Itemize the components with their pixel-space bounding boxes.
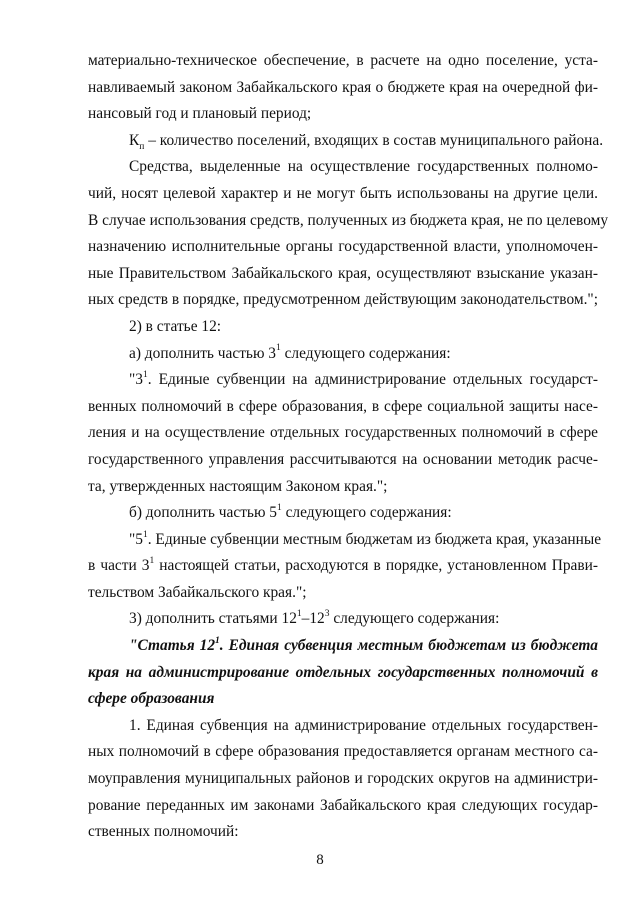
article-heading: "Статья $12^1$. Единая субвенция местным бюджетам из бюджета xyxy=(129,635,598,655)
list-item: 2) в статье 12: xyxy=(129,317,222,335)
article-heading: сфере образования xyxy=(88,690,215,708)
body-line: моуправления муниципальных районов и городских округов на администри- xyxy=(88,770,598,788)
body-line: тельством Забайкальского края."; xyxy=(88,583,307,601)
body-line: ления и на осуществление отдельных государственных полномочий в сфере xyxy=(88,424,598,442)
body-line: "$3^1$. Единые субвенции на администрирование отдельных государст- xyxy=(129,370,598,389)
page-body xyxy=(88,48,609,846)
article-heading: края на администрирование отдельных государственных полномочий в xyxy=(88,663,598,681)
body-line: государственного управления рассчитываются на основании методик расче- xyxy=(88,450,598,468)
page-number: 8 xyxy=(316,852,324,868)
body-line: материально-техническое обеспечение, в расчете на одно поселение, уста- xyxy=(88,52,598,69)
body-line: 1. Единая субвенция на администрирование отдельных государствен- xyxy=(129,716,598,734)
body-line: в части $3^1$ настоящей статьи, расходуются в порядке, установленном Прави- xyxy=(88,556,598,575)
body-line: нансовый год и плановый период; xyxy=(88,105,312,123)
variable-definition: $К_п$ – количество поселений, входящих в состав муниципального района. xyxy=(129,131,604,152)
body-line: Средства, выделенные на осуществление государственных полномо- xyxy=(129,158,598,176)
body-line: В случае использования средств, полученных из бюджета края, не по целевому xyxy=(88,211,609,229)
body-line: ственных полномочий: xyxy=(88,823,239,841)
list-item: б) дополнить частью $5^1$ следующего содержания: xyxy=(129,502,452,522)
body-line: ных полномочий в сфере образования предоставляется органам местного са- xyxy=(88,743,598,761)
list-item: 3) дополнить статьями $12^1-12^3$ следующего содержания: xyxy=(129,609,500,628)
list-item: а) дополнить частью $3^1$ следующего содержания: xyxy=(129,343,451,362)
body-line: "$5^1$. Единые субвенции местным бюджетам из бюджета края, указанные xyxy=(129,529,602,548)
body-line: рование переданных им законами Забайкальского края следующих государ- xyxy=(88,796,598,814)
body-line: чий, носят целевой характер и не могут быть использованы на другие цели. xyxy=(88,184,598,202)
body-line: та, утвержденных настоящим Законом края."; xyxy=(88,477,388,495)
body-line: ных средств в порядке, предусмотренном действующим законодательством."; xyxy=(88,291,598,309)
body-line: навливаемый законом Забайкальского края о бюджете края на очередной фи- xyxy=(88,78,598,96)
body-line: ные Правительством Забайкальского края, осуществляют взыскание указан- xyxy=(88,264,598,282)
body-line: назначению исполнительные органы государственной власти, уполномочен- xyxy=(88,238,598,256)
body-line: венных полномочий в сфере образования, в сфере социальной защиты насе- xyxy=(88,397,598,415)
